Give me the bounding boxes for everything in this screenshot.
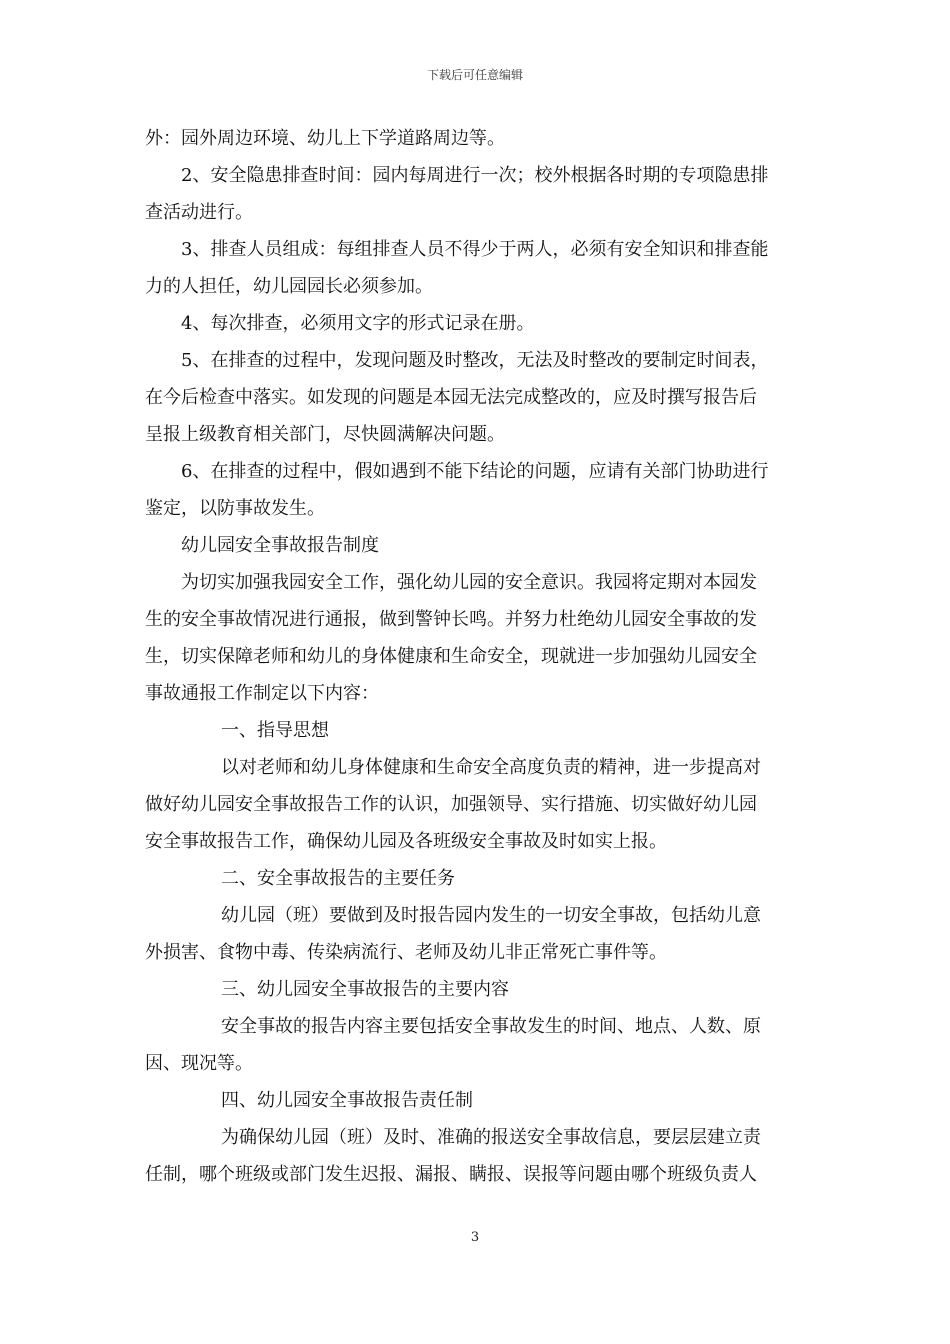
page-number: 3 xyxy=(470,1230,480,1245)
text-line: 鉴定，以防事故发生。 xyxy=(145,498,325,519)
text-line: 任制，哪个班级或部门发生迟报、漏报、瞒报、误报等问题由哪个班级负责人 xyxy=(145,1164,757,1185)
text-line: 四、幼儿园安全事故报告责任制 xyxy=(221,1090,473,1111)
text-line: 事故通报工作制定以下内容： xyxy=(145,683,379,704)
text-line: 外：园外周边环境、幼儿上下学道路周边等。 xyxy=(145,128,505,149)
text-line: 为确保幼儿园（班）及时、准确的报送安全事故信息，要层层建立责 xyxy=(221,1127,761,1148)
text-line: 在今后检查中落实。如发现的问题是本园无法完成整改的，应及时撰写报告后 xyxy=(145,387,757,408)
text-line: 生，切实保障老师和幼儿的身体健康和生命安全，现就进一步加强幼儿园安全 xyxy=(145,646,757,667)
text-line: 安全事故的报告内容主要包括安全事故发生的时间、地点、人数、原 xyxy=(221,1016,761,1037)
text-line: 2、安全隐患排查时间：园内每周进行一次；校外根据各时期的专项隐患排 xyxy=(181,165,769,186)
text-line: 5、在排查的过程中，发现问题及时整改，无法及时整改的要制定时间表， xyxy=(181,350,769,371)
text-line: 三、幼儿园安全事故报告的主要内容 xyxy=(221,979,509,1000)
text-line: 一、指导思想 xyxy=(221,720,329,741)
document-body xyxy=(145,120,805,1193)
text-line: 6、在排查的过程中，假如遇到不能下结论的问题，应请有关部门协助进行 xyxy=(181,461,769,482)
text-line: 4、每次排查，必须用文字的形式记录在册。 xyxy=(181,313,535,334)
text-line: 力的人担任，幼儿园园长必须参加。 xyxy=(145,276,433,297)
text-line: 3、排查人员组成：每组排查人员不得少于两人，必须有安全知识和排查能 xyxy=(181,239,769,260)
text-line: 安全事故报告工作，确保幼儿园及各班级安全事故及时如实上报。 xyxy=(145,831,667,852)
text-line: 二、安全事故报告的主要任务 xyxy=(221,868,455,889)
text-line: 呈报上级教育相关部门，尽快圆满解决问题。 xyxy=(145,424,505,445)
text-line: 做好幼儿园安全事故报告工作的认识，加强领导、实行措施、切实做好幼儿园 xyxy=(145,794,757,815)
text-line: 查活动进行。 xyxy=(145,202,253,223)
text-line: 生的安全事故情况进行通报，做到警钟长鸣。并努力杜绝幼儿园安全事故的发 xyxy=(145,609,757,630)
text-line: 因、现况等。 xyxy=(145,1053,253,1074)
text-line: 幼儿园（班）要做到及时报告园内发生的一切安全事故，包括幼儿意 xyxy=(221,905,761,926)
text-line: 幼儿园安全事故报告制度 xyxy=(181,535,379,556)
text-line: 为切实加强我园安全工作，强化幼儿园的安全意识。我园将定期对本园发 xyxy=(181,572,757,593)
text-line: 以对老师和幼儿身体健康和生命安全高度负责的精神，进一步提高对 xyxy=(221,757,761,778)
text-line: 外损害、食物中毒、传染病流行、老师及幼儿非正常死亡事件等。 xyxy=(145,942,667,963)
page-header: 下载后可任意编辑 xyxy=(426,68,523,82)
